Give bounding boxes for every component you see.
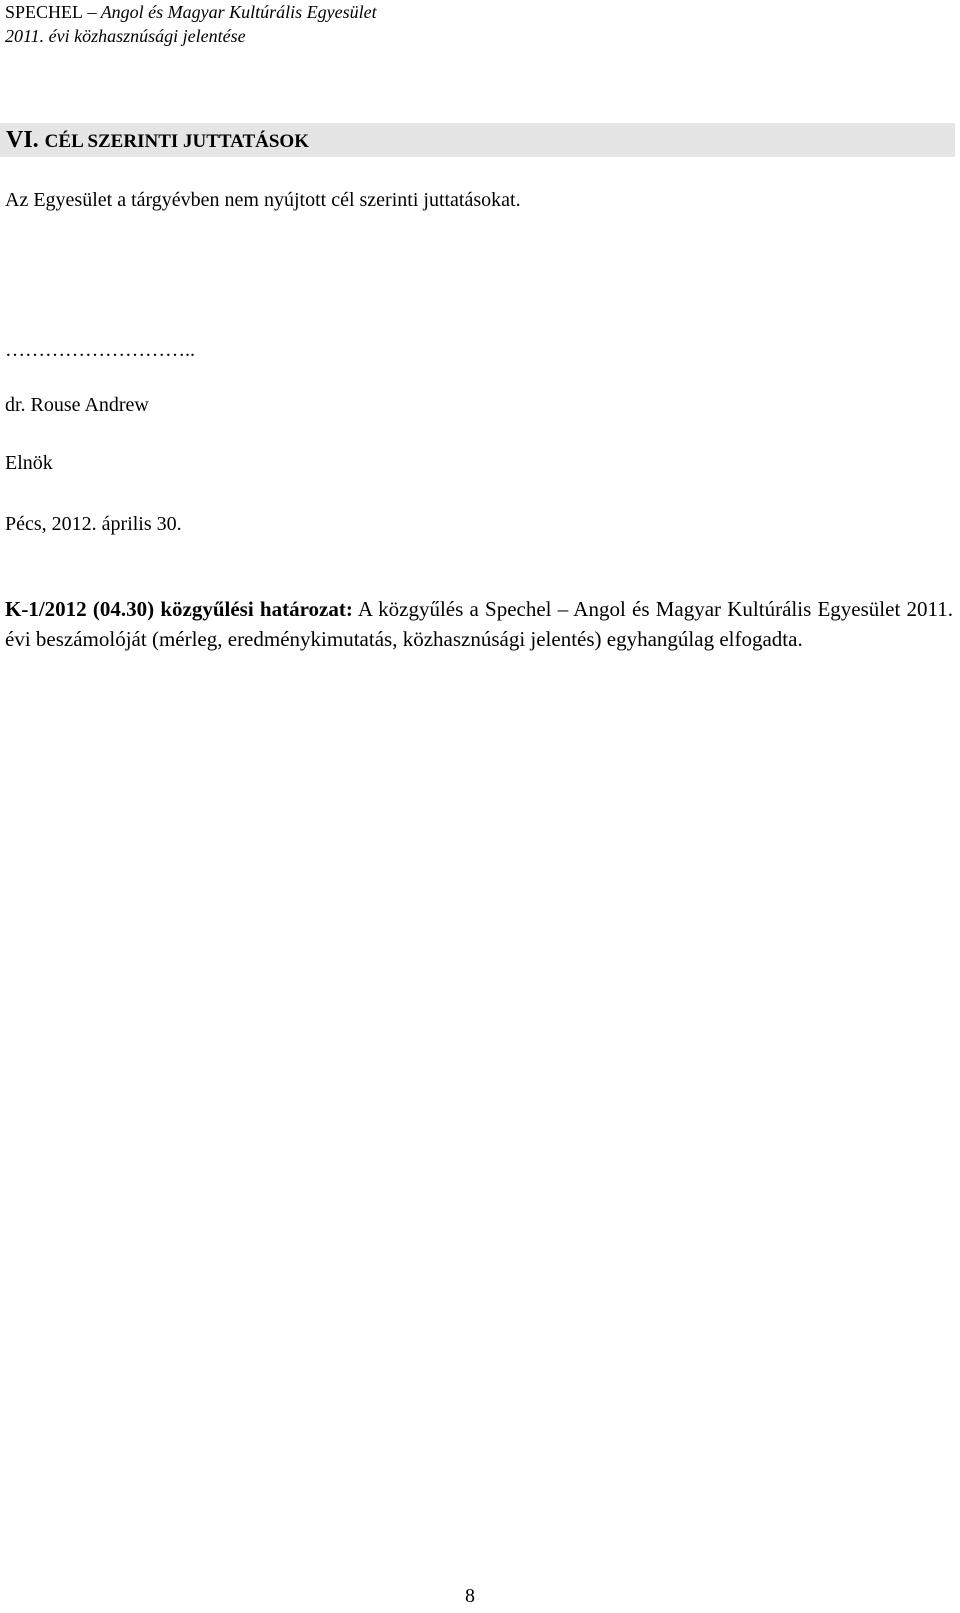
header-org-prefix: SPECHEL xyxy=(5,2,84,22)
signatory-name: dr. Rouse Andrew xyxy=(5,394,149,416)
header-org-name xyxy=(5,0,945,24)
signatory-role: Elnök xyxy=(5,452,53,474)
place-date: Pécs, 2012. április 30. xyxy=(5,513,182,535)
header-org-suffix: – Angol és Magyar Kultúrális Egyesület xyxy=(83,2,377,22)
resolution-label: K-1/2012 (04.30) közgyűlési határozat: xyxy=(5,597,353,621)
resolution-text: A közgyűlés a Spechel – Angol és Magyar Kultúrális Egyesület 2011. évi beszámolóját (mérleg, eredménykimutatás, közhasznúsági jelentés) egyhangúlag elfogadta. xyxy=(5,597,953,651)
header-subtitle: 2011. évi közhasznúsági jelentése xyxy=(5,26,246,46)
page-number: 8 xyxy=(465,1585,475,1607)
statement-text: Az Egyesület a tárgyévben nem nyújtott cél szerinti juttatásokat. xyxy=(5,189,521,211)
signature-line: ……………………….. xyxy=(5,339,195,361)
section-title: CÉL SZERINTI JUTTATÁSOK xyxy=(44,131,309,152)
section-number: VI. xyxy=(6,127,39,153)
resolution-paragraph xyxy=(5,594,953,654)
page-header xyxy=(5,0,945,48)
section-heading xyxy=(0,123,955,157)
